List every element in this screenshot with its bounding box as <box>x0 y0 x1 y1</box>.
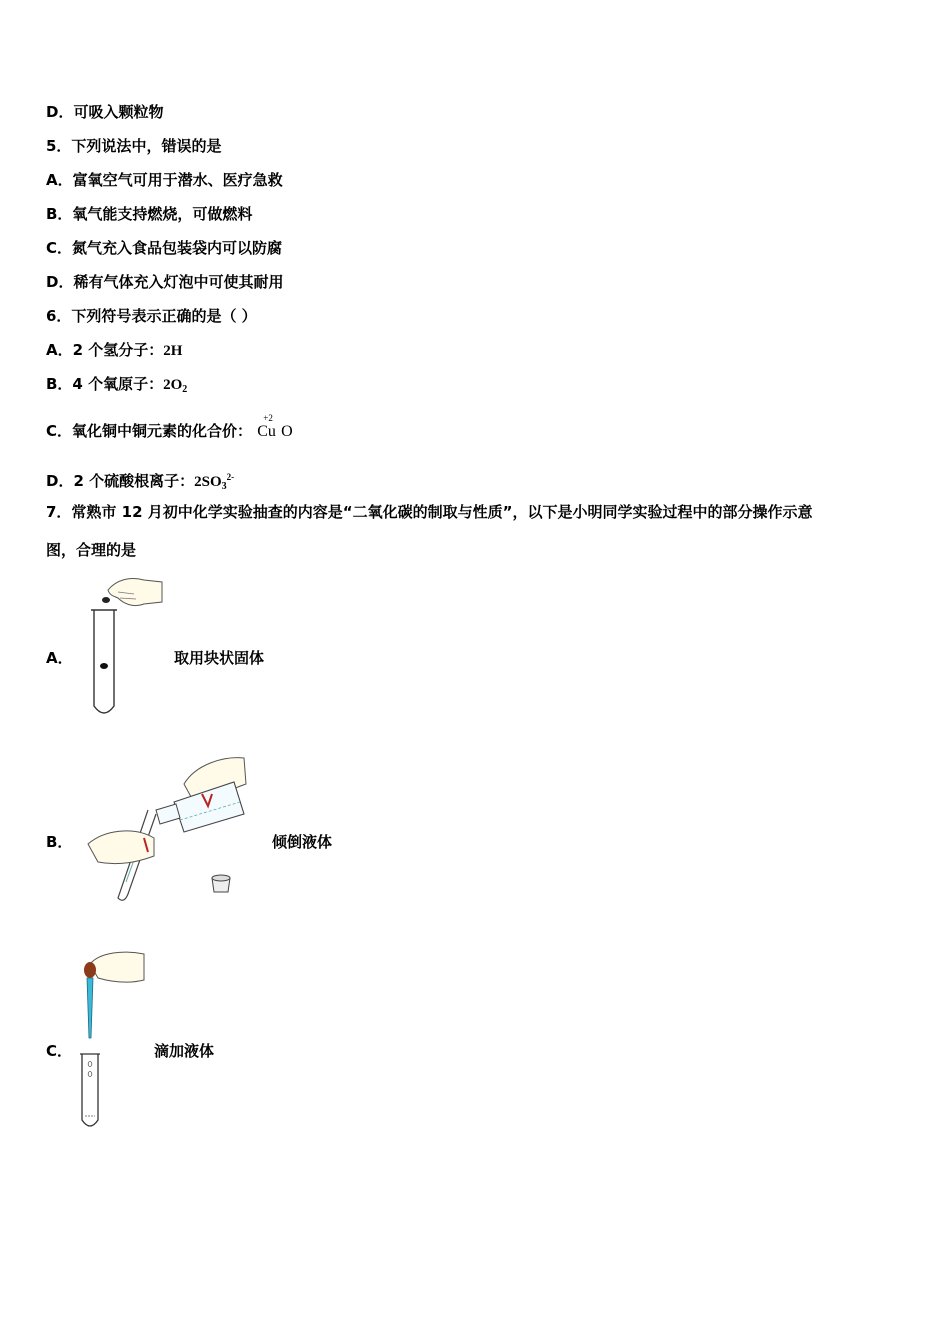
test-tube-solid-figure <box>86 574 166 720</box>
q7-option-b-label: B． <box>46 833 73 851</box>
q5-stem: 5．下列说法中，错误的是 <box>46 137 222 155</box>
q5-option-d: D．稀有气体充入灯泡中可使其耐用 <box>46 273 284 291</box>
q6-option-c-prefix: C．氧化铜中铜元素的化合价： <box>46 422 253 440</box>
q6-option-b <box>46 374 187 400</box>
q7-option-c-label: C． <box>46 1042 73 1060</box>
q6-option-a <box>46 340 182 361</box>
q7-option-a-caption: 取用块状固体 <box>174 649 265 667</box>
q5-option-b: B．氧气能支持燃烧，可做燃料 <box>46 205 253 223</box>
dropping-liquid-figure <box>78 950 148 1132</box>
q6-option-c <box>46 413 293 442</box>
q6-option-b-subscript: 2 <box>182 384 188 395</box>
q6-option-c-valence: +2 <box>263 413 273 423</box>
q5-option-a: A．富氧空气可用于潜水、医疗急救 <box>46 171 283 189</box>
pouring-liquid-figure <box>84 754 250 904</box>
q6-option-d-superscript: 2- <box>226 472 235 482</box>
q6-option-d-subscript: 3 <box>221 481 227 492</box>
q5-option-c: C．氮气充入食品包装袋内可以防腐 <box>46 239 283 257</box>
q6-option-b-formula: 2O <box>163 377 183 393</box>
q6-option-c-formula-cu: Cu <box>257 423 276 440</box>
q6-option-d-formula: 2SO <box>194 474 222 490</box>
q6-option-a-prefix: A．2 个氢分子： <box>46 341 164 359</box>
q7-option-a-label: A． <box>46 649 73 667</box>
q7-stem-line1: 7．常熟市 12 月初中化学实验抽查的内容是“二氧化碳的制取与性质”，以下是小明同学实验过程中的部分操作示意 <box>46 503 813 521</box>
q4-option-d: D．可吸入颗粒物 <box>46 103 164 121</box>
q6-option-b-prefix: B．4 个氧原子： <box>46 375 164 393</box>
q6-option-d <box>46 467 234 497</box>
q6-stem: 6．下列符号表示正确的是（ ） <box>46 307 257 325</box>
q6-option-c-formula-o: O <box>281 423 293 440</box>
q6-option-a-formula: 2H <box>163 343 183 359</box>
q7-stem-line2: 图，合理的是 <box>46 541 137 559</box>
q7-option-c-caption: 滴加液体 <box>154 1042 215 1060</box>
q7-option-b-caption: 倾倒液体 <box>272 833 333 851</box>
q6-option-d-prefix: D．2 个硫酸根离子： <box>46 472 195 490</box>
